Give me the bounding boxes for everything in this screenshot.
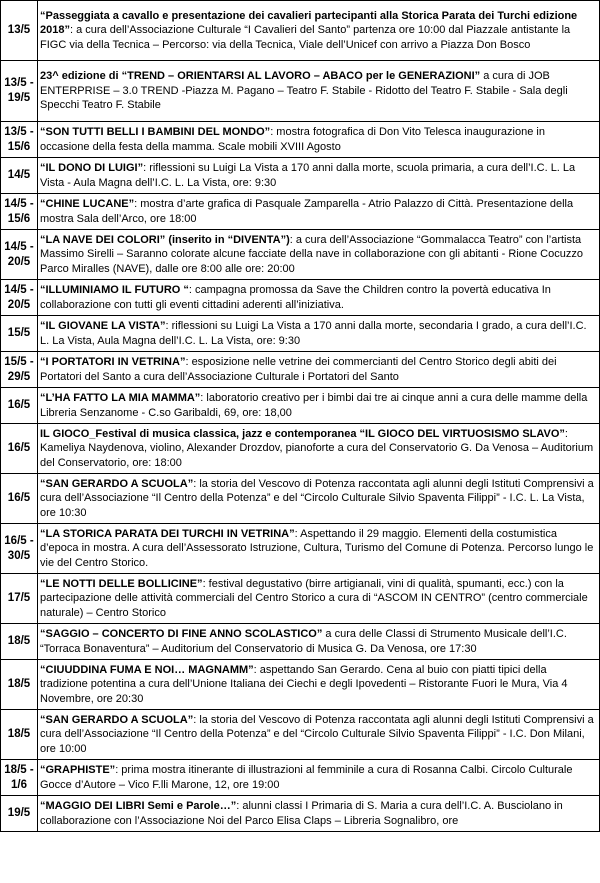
- event-date: 16/5: [1, 424, 38, 474]
- event-description: [38, 710, 600, 760]
- event-date: 14/5: [1, 158, 38, 194]
- event-description: [38, 194, 600, 230]
- table-row: [1, 660, 600, 710]
- event-date: 18/5: [1, 710, 38, 760]
- table-row: [1, 61, 600, 122]
- table-row: [1, 1, 600, 61]
- event-description: [38, 388, 600, 424]
- event-title: “MAGGIO DEI LIBRI Semi e Parole…”: [40, 799, 237, 812]
- event-date: 16/5: [1, 388, 38, 424]
- event-date: 17/5: [1, 574, 38, 624]
- event-description: [38, 316, 600, 352]
- event-description: [38, 158, 600, 194]
- event-details: : a cura dell’Associazione “Gommalacca Teatro” con l’artista Massimo Sirelli – Saranno colorate alcune facciate della nave in collaborazione con gli abitanti - Rione Cocuzzo Parco Miralles (NAVE), dalle ore 8:00 alle ore: 20:00: [40, 233, 583, 275]
- event-details: : aspettando San Gerardo. Cena al buio con piatti tipici della tradizione potentina a cura dell’Unione Italiana dei Ciechi e degli Ipovedenti – Ristorante Fuori le Mura, Via 4 Novembre, ore 20:30: [40, 663, 568, 705]
- event-date: 18/5: [1, 624, 38, 660]
- event-details: : esposizione nelle vetrine dei commercianti del Centro Storico degli abiti dei Portatori del Santo a cura dell’Associazione Culturale i Portatori del Santo: [40, 355, 557, 383]
- table-row: [1, 710, 600, 760]
- event-description: [38, 624, 600, 660]
- event-title: “L’HA FATTO LA MIA MAMMA”: [40, 391, 201, 404]
- table-row: [1, 316, 600, 352]
- event-description: [38, 424, 600, 474]
- event-date: 18/5: [1, 660, 38, 710]
- event-details: a cura di JOB ENTERPRISE – 3.0 TREND -Piazza M. Pagano – Teatro F. Stabile - Ridotto del Teatro F. Stabile - Sala degli Specchi Teatro F. Stabile: [40, 70, 568, 112]
- event-date: 13/5 - 19/5: [1, 61, 38, 122]
- event-title: “Passeggiata a cavallo e presentazione dei cavalieri partecipanti alla Storica Parata dei Turchi edizione 2018”: [40, 9, 578, 37]
- event-details: : campagna promossa da Save the Children contro la povertà educativa In collaborazione con tutti gli eventi cittadini aderenti all’iniziativa.: [40, 283, 551, 311]
- event-description: [38, 122, 600, 158]
- table-row: [1, 524, 600, 574]
- event-date: 13/5 - 15/6: [1, 122, 38, 158]
- event-details: : laboratorio creativo per i bimbi dai tre ai cinque anni a cura delle mamme della Libreria Senzanome - C.so Garibaldi, 69, ore: 18,00: [40, 391, 588, 419]
- event-details: : mostra fotografica di Don Vito Telesca inaugurazione in occasione della festa della mamma. Scale mobili XVIII Agosto: [40, 125, 545, 153]
- event-title: “LA STORICA PARATA DEI TURCHI IN VETRINA”: [40, 527, 295, 540]
- event-title: “IL DONO DI LUIGI”: [40, 161, 144, 174]
- event-description: [38, 280, 600, 316]
- event-date: 18/5 - 1/6: [1, 760, 38, 796]
- event-title: “CHINE LUCANE”: [40, 197, 135, 210]
- event-title: “SAN GERARDO A SCUOLA”: [40, 477, 194, 490]
- table-row: [1, 280, 600, 316]
- event-details: : riflessioni su Luigi La Vista a 170 anni dalla morte, scuola primaria, a cura dell’I.C. L. La Vista - Aula Magna dell’I.C. L. La Vista, ore: 9:30: [40, 161, 576, 189]
- event-description: [38, 760, 600, 796]
- event-details: : prima mostra itinerante di illustrazioni al femminile a cura di Rosanna Calbi. Circolo Culturale Gocce d’Autore – Vico F.lli Marone, 12, ore 19:00: [40, 763, 573, 791]
- event-title: IL GIOCO_Festival di musica classica, jazz e contemporanea “IL GIOCO DEL VIRTUOSISMO SLAVO”: [40, 427, 565, 440]
- event-title: “SON TUTTI BELLI I BAMBINI DEL MONDO”: [40, 125, 271, 138]
- event-title: “IL GIOVANE LA VISTA”: [40, 319, 166, 332]
- event-date: 14/5 - 15/6: [1, 194, 38, 230]
- event-details: : la storia del Vescovo di Potenza raccontata agli alunni degli Istituti Comprensivi a cura dell’Associazione “Il Centro della Potenza” e del “Circolo Culturale Silvio Spaventa Filippi” - I.C. L. La Vista, ore 10:30: [40, 477, 594, 519]
- event-details: : festival degustativo (birre artigianali, vini di qualità, spumanti, ecc.) con la partecipazione delle attività commerciali del Centro Storico a cura di “ASCOM IN CENTRO” (centro commerciale naturale) – Centro Storico: [40, 577, 588, 619]
- event-details: : riflessioni su Luigi La Vista a 170 anni dalla morte, secondaria I grado, a cura dell’I.C. L. La Vista, Aula Magna dell’I.C. L. La Vista, ore: 9:30: [40, 319, 587, 347]
- table-row: [1, 122, 600, 158]
- event-date: 16/5: [1, 474, 38, 524]
- event-title: “I PORTATORI IN VETRINA”: [40, 355, 186, 368]
- table-row: [1, 424, 600, 474]
- event-date: 14/5 - 20/5: [1, 230, 38, 280]
- event-title: “LA NAVE DEI COLORI” (inserito in “DIVENTA”): [40, 233, 290, 246]
- event-title: “SAN GERARDO A SCUOLA”: [40, 713, 194, 726]
- event-description: [38, 660, 600, 710]
- table-row: [1, 574, 600, 624]
- table-row: [1, 388, 600, 424]
- event-description: [38, 574, 600, 624]
- table-row: [1, 352, 600, 388]
- table-row: [1, 624, 600, 660]
- event-description: [38, 352, 600, 388]
- event-details: a cura delle Classi di Strumento Musicale dell’I.C. “Torraca Bonaventura” – Auditorium del Conservatorio di Musica G. Da Venosa, ore 17:30: [40, 627, 567, 655]
- table-row: [1, 796, 600, 832]
- event-details: : alunni classi I Primaria di S. Maria a cura dell’I.C. A. Busciolano in collaborazione con l’Associazione Noi del Parco Elisa Claps – Libreria Sognalibro, ore: [40, 799, 563, 827]
- event-description: [38, 474, 600, 524]
- event-description: [38, 796, 600, 832]
- event-details: : Kameliya Naydenova, violino, Alexander Drozdov, pianoforte a cura del Conservatorio G. Da Venosa – Auditorium del Conservatorio, ore: 18:00: [40, 427, 594, 469]
- event-description: [38, 1, 600, 61]
- event-date: 16/5 - 30/5: [1, 524, 38, 574]
- event-description: [38, 230, 600, 280]
- event-date: 14/5 - 20/5: [1, 280, 38, 316]
- event-details: : a cura dell’Associazione Culturale “I Cavalieri del Santo” partenza ore 10:00 dal Piazzale antistante la FIGC via della Tecnica – Percorso: via della Tecnica, Viale dell’Unicef con arrivo a Piazza Don Bosco: [40, 24, 571, 51]
- event-date: 13/5: [1, 1, 38, 61]
- event-details: : mostra d’arte grafica di Pasquale Zamparella - Atrio Palazzo di Città. Presentazione della mostra Sala dell’Arco, ore 18:00: [40, 197, 574, 225]
- table-row: [1, 230, 600, 280]
- event-title: “ILLUMINIAMO IL FUTURO “: [40, 283, 189, 296]
- event-title: 23^ edizione di “TREND – ORIENTARSI AL LAVORO – ABACO per le GENERAZIONI”: [40, 70, 481, 83]
- event-date: 15/5: [1, 316, 38, 352]
- table-row: [1, 194, 600, 230]
- event-title: “GRAPHISTE”: [40, 763, 116, 776]
- table-row: [1, 474, 600, 524]
- event-description: [38, 61, 600, 122]
- table-row: [1, 158, 600, 194]
- event-details: : Aspettando il 29 maggio. Elementi della costumistica d’epoca in mostra. A cura dell’Assessorato Istruzione, Cultura, Turismo del Comune di Potenza. Percorso lungo le vie del Centro Storico.: [40, 527, 594, 569]
- event-date: 19/5: [1, 796, 38, 832]
- event-title: “SAGGIO – CONCERTO DI FINE ANNO SCOLASTICO”: [40, 627, 323, 640]
- event-details: : la storia del Vescovo di Potenza raccontata agli alunni degli Istituti Comprensivi a cura dell’Associazione “Il Centro della Potenza” e del “Circolo Culturale Silvio Spaventa Filippi” - I.C. Don Milani, ore 10:00: [40, 713, 594, 755]
- event-description: [38, 524, 600, 574]
- table-row: [1, 760, 600, 796]
- event-title: “CIUUDDINA FUMA E NOI… MAGNAMM”: [40, 663, 254, 676]
- event-title: “LE NOTTI DELLE BOLLICINE”: [40, 577, 203, 590]
- event-date: 15/5 - 29/5: [1, 352, 38, 388]
